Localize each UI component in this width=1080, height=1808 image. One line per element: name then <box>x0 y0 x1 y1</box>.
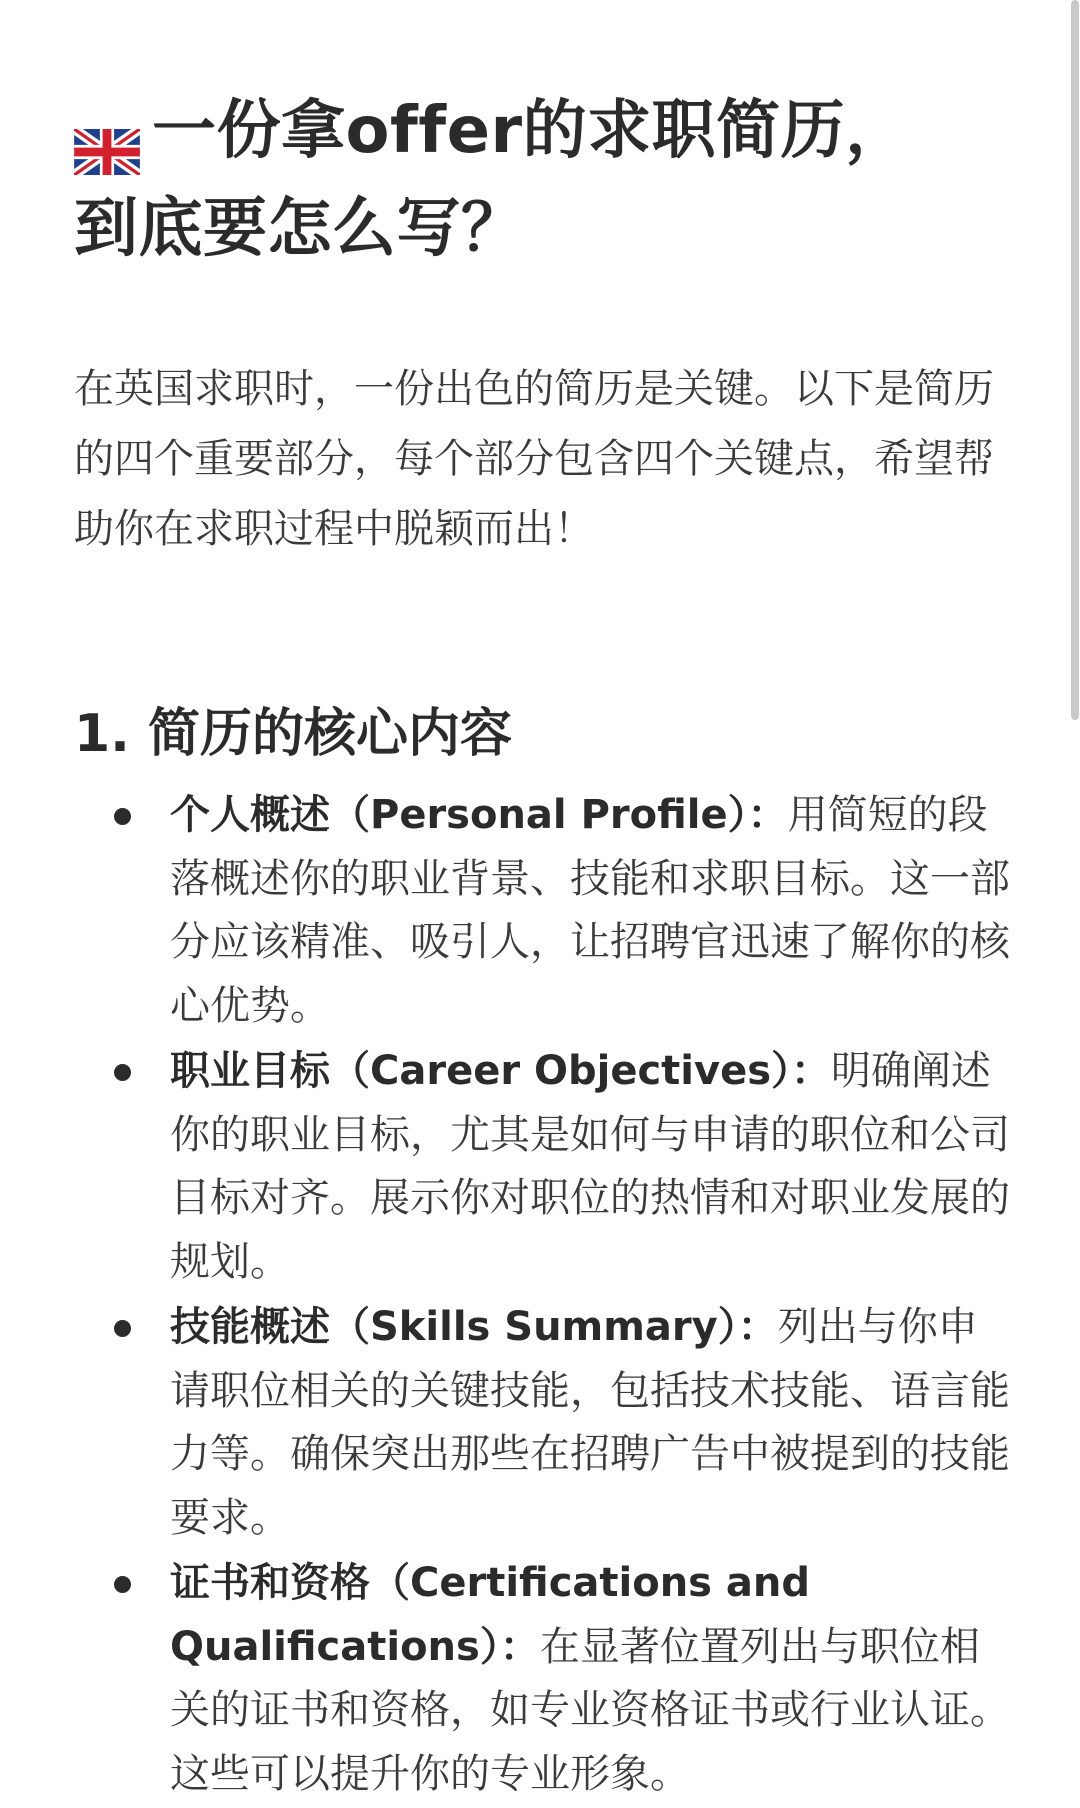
bullet-icon <box>114 1320 131 1337</box>
item-term: 个人概述（Personal Profile）： <box>170 792 788 838</box>
item-text: 用简短的段落概述你的职业背景、技能和求职目标。这一部分应该精准、吸引人，让招聘官迅速了解你的核心优势。 <box>170 792 1010 1029</box>
bullet-list <box>110 784 1010 1808</box>
bullet-icon <box>114 808 131 825</box>
intro-paragraph: 在英国求职时，一份出色的简历是关键。以下是简历的四个重要部分，每个部分包含四个关键点，希望帮助你在求职过程中脱颖而出！ <box>74 366 994 552</box>
scrollbar[interactable] <box>1068 0 1080 1800</box>
item-text: 在显著位置列出与职位相关的证书和资格，如专业资格证书或行业认证。这些可以提升你的专业形象。 <box>170 1623 1010 1797</box>
item-text: 列出与你申请职位相关的关键技能，包括技术技能、语言能力等。确保突出那些在招聘广告中被提到的技能要求。 <box>170 1304 1010 1541</box>
list-item <box>110 1296 1010 1550</box>
bullet-icon <box>114 1064 131 1081</box>
list-item <box>110 1552 1010 1806</box>
section-heading: 1. 简历的核心内容 <box>74 704 513 764</box>
uk-flag-icon <box>74 105 140 151</box>
list-item <box>110 1040 1010 1294</box>
list-item <box>110 784 1010 1038</box>
item-term: 技能概述（Skills Summary）： <box>170 1304 778 1350</box>
item-term: 证书和资格（Certifications and Qualifications）： <box>170 1560 811 1670</box>
article-title-text: 一份拿offer的求职简历，到底要怎么写？ <box>74 94 910 266</box>
bullet-icon <box>114 1576 131 1593</box>
item-term: 职业目标（Career Objectives）： <box>170 1048 832 1094</box>
article-title <box>74 82 974 278</box>
scrollbar-thumb[interactable] <box>1071 0 1079 720</box>
item-text: 明确阐述你的职业目标，尤其是如何与申请的职位和公司目标对齐。展示你对职位的热情和对职业发展的规划。 <box>170 1048 1010 1285</box>
